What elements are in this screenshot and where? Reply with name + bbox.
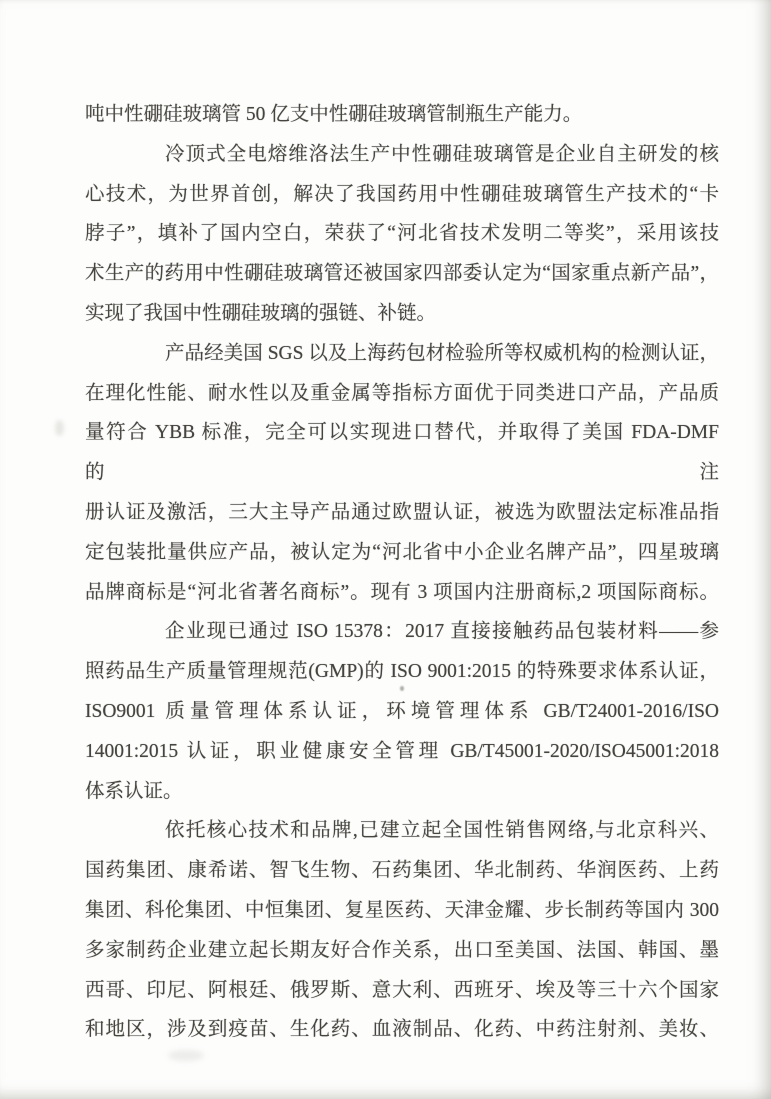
text-line: 产品经美国 SGS 以及上海药包材检验所等权威机构的检测认证， [165, 342, 719, 364]
text-line: 吨中性硼硅玻璃管 50 亿支中性硼硅玻璃管制瓶生产能力。 [85, 104, 583, 125]
text-line: 在理化性能、耐水性以及重金属等指标方面优于同类进口产品，产品质 [85, 382, 719, 404]
text-line: 心技术，为世界首创，解决了我国药用中性硼硅玻璃管生产技术的“卡 [85, 183, 719, 205]
text-line: 术生产的药用中性硼硅玻璃管还被国家四部委认定为“国家重点新产品”， [85, 263, 719, 285]
text-line: 实现了我国中性硼硅玻璃的强链、补链。 [85, 302, 437, 324]
text-line: 14001:2015 认证，职业健康安全管理 GB/T45001-2020/ISO45001:2018 [85, 740, 719, 762]
text-line: 照药品生产质量管理规范(GMP)的 ISO 9001:2015 的特殊要求体系认证， [85, 661, 719, 683]
scan-artifact [168, 1050, 204, 1061]
text-line: 国药集团、康希诺、智飞生物、石药集团、华北制药、华润医药、上药 [85, 860, 719, 882]
text-line: 冷顶式全电熔维洛法生产中性硼硅玻璃管是企业自主研发的核 [165, 143, 719, 165]
text-line: 多家制药企业建立起长期友好合作关系，出口至美国、法国、韩国、墨 [85, 939, 719, 961]
text-line: 集团、科伦集团、中恒集团、复星医药、天津金耀、步长制药等国内 300 [85, 899, 719, 921]
text-line: 量符合 YBB 标准，完全可以实现进口替代，并取得了美国 FDA-DMF 的注 [85, 422, 719, 484]
text-line: 册认证及激活，三大主导产品通过欧盟认证，被选为欧盟法定标准品指 [85, 501, 719, 523]
text-line: 西哥、印尼、阿根廷、俄罗斯、意大利、西班牙、埃及等三十六个国家 [85, 979, 719, 1001]
scan-artifact [55, 420, 64, 436]
document-text [85, 95, 719, 1050]
text-line: 企业现已通过 ISO 15378：2017 直接接触药品包装材料——参 [165, 621, 719, 643]
text-line: 品牌商标是“河北省著名商标”。现有 3 项国内注册商标,2 项国际商标。 [85, 581, 719, 603]
text-line: 体系认证。 [85, 780, 183, 802]
text-line: 和地区，涉及到疫苗、生化药、血液制品、化药、中药注射剂、美妆、 [85, 1019, 719, 1041]
text-line: ISO9001 质量管理体系认证，环境管理体系 GB/T24001-2016/ISO [85, 700, 719, 722]
text-line: 依托核心技术和品牌,已建立起全国性销售网络,与北京科兴、 [165, 820, 719, 842]
text-line: 定包装批量供应产品，被认定为“河北省中小企业名牌产品”，四星玻璃 [85, 541, 719, 563]
text-line: 脖子”，填补了国内空白，荣获了“河北省技术发明二等奖”，采用该技 [85, 223, 719, 245]
